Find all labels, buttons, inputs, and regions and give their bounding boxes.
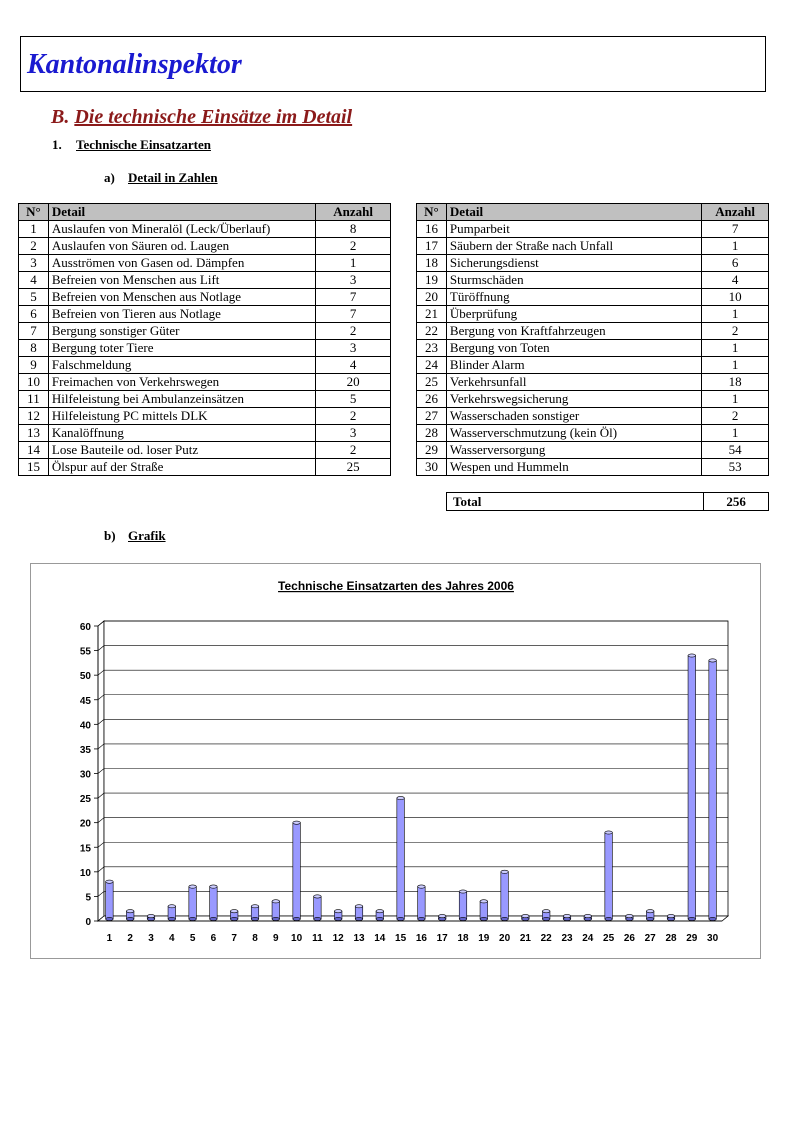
cell-count: 53 (702, 459, 769, 476)
bar (646, 910, 654, 921)
bar-base (709, 917, 717, 920)
x-tick-label: 24 (582, 933, 594, 944)
cell-detail: Falschmeldung (48, 357, 315, 374)
chart-frame (30, 563, 761, 959)
x-tick-label: 7 (231, 933, 237, 944)
table-row (19, 425, 391, 442)
subsection-heading (52, 137, 211, 153)
x-tick-label: 8 (252, 933, 258, 944)
part-b-heading (104, 528, 166, 544)
bar (501, 870, 509, 920)
cell-no: 27 (417, 408, 447, 425)
bar-top (355, 905, 363, 908)
section-title (51, 105, 352, 129)
cell-count: 6 (702, 255, 769, 272)
part-a-heading (104, 170, 218, 186)
detail-table-left (18, 203, 391, 476)
table-row (19, 221, 391, 238)
bar-body (106, 882, 114, 919)
bar (106, 880, 114, 921)
bar-base (230, 917, 238, 920)
total-table (446, 492, 769, 511)
bar-top (314, 895, 322, 898)
cell-detail: Verkehrswegsicherung (446, 391, 701, 408)
cell-detail: Wespen und Hummeln (446, 459, 701, 476)
cell-no: 26 (417, 391, 447, 408)
header-count: Anzahl (316, 204, 391, 221)
bar (126, 910, 134, 921)
cell-count: 1 (702, 340, 769, 357)
cell-detail: Befreien von Tieren aus Notlage (48, 306, 315, 323)
bar-body (605, 833, 613, 920)
bar-body (189, 887, 197, 919)
cell-no: 16 (417, 221, 447, 238)
x-tick-label: 17 (436, 933, 448, 944)
cell-no: 25 (417, 374, 447, 391)
bar-top (418, 885, 426, 888)
cell-count: 1 (702, 357, 769, 374)
header-detail: Detail (48, 204, 315, 221)
cell-no: 9 (19, 357, 49, 374)
part-b-title: Grafik (128, 528, 166, 543)
cell-no: 15 (19, 459, 49, 476)
bar (542, 910, 550, 921)
bar-top (376, 910, 384, 913)
cell-count: 1 (702, 425, 769, 442)
cell-no: 5 (19, 289, 49, 306)
table-row (417, 391, 769, 408)
cell-detail: Auslaufen von Säuren od. Laugen (48, 238, 315, 255)
total-row (447, 493, 769, 511)
cell-detail: Blinder Alarm (446, 357, 701, 374)
bar-top (293, 821, 301, 824)
bar-body (459, 892, 467, 920)
bar (584, 914, 592, 920)
cell-count: 7 (316, 306, 391, 323)
cell-count: 1 (702, 306, 769, 323)
cell-count: 1 (702, 391, 769, 408)
cell-detail: Hilfeleistung bei Ambulanzeinsätzen (48, 391, 315, 408)
cell-detail: Wasserverschmutzung (kein Öl) (446, 425, 701, 442)
table-row (19, 238, 391, 255)
y-tick-label: 10 (79, 867, 91, 879)
bar (438, 914, 446, 920)
cell-count: 3 (316, 272, 391, 289)
table-row (19, 340, 391, 357)
cell-no: 2 (19, 238, 49, 255)
table-row (417, 323, 769, 340)
cell-detail: Auslaufen von Mineralöl (Leck/Überlauf) (48, 221, 315, 238)
x-tick-label: 5 (189, 933, 196, 944)
cell-count: 25 (316, 459, 391, 476)
bar-top (251, 905, 259, 908)
cell-no: 11 (19, 391, 49, 408)
bar (210, 885, 218, 921)
x-tick-label: 30 (707, 933, 719, 944)
cell-count: 5 (316, 391, 391, 408)
table-row (417, 357, 769, 374)
bar-top (626, 914, 634, 917)
bar-base (688, 917, 696, 920)
table-row (19, 255, 391, 272)
cell-no: 22 (417, 323, 447, 340)
bar-body (418, 887, 426, 919)
bar (397, 796, 405, 920)
bar-base (126, 917, 134, 920)
cell-detail: Verkehrsunfall (446, 374, 701, 391)
cell-detail: Hilfeleistung PC mittels DLK (48, 408, 315, 425)
bar (667, 914, 675, 920)
cell-no: 8 (19, 340, 49, 357)
x-tick-label: 20 (499, 933, 511, 944)
cell-no: 3 (19, 255, 49, 272)
cell-count: 4 (316, 357, 391, 374)
bar-top (542, 910, 550, 913)
y-tick-label: 0 (85, 917, 91, 928)
bar-base (646, 917, 654, 920)
x-tick-label: 6 (210, 933, 217, 944)
header-box (20, 36, 766, 92)
bar-chart (31, 564, 762, 960)
bar (147, 914, 155, 920)
bar-top (459, 890, 467, 893)
bar-base (418, 917, 426, 920)
bar-top (168, 905, 176, 908)
bar (605, 831, 613, 921)
x-tick-label: 26 (623, 933, 635, 944)
x-tick-label: 22 (540, 933, 552, 944)
bar-base (397, 917, 405, 920)
cell-detail: Säubern der Straße nach Unfall (446, 238, 701, 255)
cell-count: 10 (702, 289, 769, 306)
bar (522, 914, 530, 920)
table-row (417, 442, 769, 459)
bar (709, 659, 717, 921)
bar-top (563, 914, 571, 917)
bar-body (709, 660, 717, 919)
cell-no: 29 (417, 442, 447, 459)
table-row (19, 459, 391, 476)
bar-body (688, 656, 696, 920)
cell-no: 7 (19, 323, 49, 340)
table-header-row (19, 204, 391, 221)
cell-count: 2 (702, 408, 769, 425)
bar-body (314, 896, 322, 919)
cell-no: 4 (19, 272, 49, 289)
cell-no: 23 (417, 340, 447, 357)
bar (688, 654, 696, 921)
x-tick-label: 29 (686, 933, 698, 944)
table-row (417, 408, 769, 425)
cell-no: 17 (417, 238, 447, 255)
table-row (417, 255, 769, 272)
bar-body (480, 901, 488, 919)
y-tick-label: 30 (79, 769, 91, 781)
cell-no: 14 (19, 442, 49, 459)
bar-base (459, 917, 467, 920)
bar-top (667, 914, 675, 917)
cell-count: 18 (702, 374, 769, 391)
subsection-number: 1. (52, 137, 62, 152)
table-row (417, 425, 769, 442)
x-tick-label: 9 (273, 933, 279, 944)
table-row (19, 306, 391, 323)
bar-base (334, 917, 342, 920)
cell-count: 2 (316, 442, 391, 459)
part-b-letter: b) (104, 528, 116, 543)
y-tick-label: 40 (79, 720, 91, 732)
chart-title: Technische Einsatzarten des Jahres 2006 (278, 579, 514, 593)
bar-base (106, 917, 114, 920)
bar-top (147, 914, 155, 917)
cell-no: 6 (19, 306, 49, 323)
cell-detail: Ölspur auf der Straße (48, 459, 315, 476)
bar-body (501, 872, 509, 919)
table-row (417, 459, 769, 476)
cell-detail: Sturmschäden (446, 272, 701, 289)
header-detail: Detail (446, 204, 701, 221)
cell-detail: Pumparbeit (446, 221, 701, 238)
x-tick-label: 19 (478, 933, 490, 944)
bar (168, 905, 176, 921)
table-row (19, 408, 391, 425)
bar (230, 910, 238, 921)
x-tick-label: 16 (415, 933, 427, 944)
cell-detail: Wasserversorgung (446, 442, 701, 459)
cell-no: 1 (19, 221, 49, 238)
table-row (417, 340, 769, 357)
x-tick-label: 25 (603, 933, 615, 944)
bar-top (334, 910, 342, 913)
bar (334, 910, 342, 921)
cell-count: 7 (702, 221, 769, 238)
x-tick-label: 18 (457, 933, 469, 944)
bar-body (210, 887, 218, 919)
cell-detail: Bergung sonstiger Güter (48, 323, 315, 340)
x-tick-label: 28 (665, 933, 677, 944)
cell-no: 12 (19, 408, 49, 425)
bar-body (293, 823, 301, 919)
cell-no: 24 (417, 357, 447, 374)
y-tick-label: 15 (79, 843, 91, 855)
x-tick-label: 12 (332, 933, 344, 944)
cell-no: 10 (19, 374, 49, 391)
bar-body (397, 798, 405, 919)
bar (459, 890, 467, 921)
table-row (417, 374, 769, 391)
bar (272, 900, 280, 921)
bar-top (688, 654, 696, 657)
y-tick-label: 60 (79, 622, 91, 633)
bar-base (189, 917, 197, 920)
bar-base (542, 917, 550, 920)
cell-no: 28 (417, 425, 447, 442)
table-row (19, 357, 391, 374)
bar (418, 885, 426, 921)
table-row (19, 289, 391, 306)
y-tick-label: 20 (79, 818, 91, 830)
bar (480, 900, 488, 921)
table-row (19, 391, 391, 408)
table-row (417, 221, 769, 238)
table-row (417, 272, 769, 289)
table-row (417, 289, 769, 306)
bar-top (646, 910, 654, 913)
bar-top (438, 914, 446, 917)
x-tick-label: 4 (169, 933, 175, 944)
bar-top (189, 885, 197, 888)
bar-top (272, 900, 280, 903)
cell-count: 2 (316, 238, 391, 255)
bar-top (126, 910, 134, 913)
bar-body (355, 906, 363, 919)
bar-base (314, 917, 322, 920)
table-header-row (417, 204, 769, 221)
y-tick-label: 55 (79, 646, 91, 658)
total-value: 256 (704, 493, 769, 511)
table-row (417, 306, 769, 323)
x-tick-label: 11 (312, 933, 323, 944)
cell-no: 13 (19, 425, 49, 442)
cell-detail: Kanalöffnung (48, 425, 315, 442)
bar-base (355, 917, 363, 920)
header-no: N° (417, 204, 447, 221)
bar-top (501, 870, 509, 873)
bar-body (272, 901, 280, 919)
x-tick-label: 14 (374, 933, 386, 944)
cell-detail: Befreien von Menschen aus Lift (48, 272, 315, 289)
cell-detail: Überprüfung (446, 306, 701, 323)
cell-count: 7 (316, 289, 391, 306)
y-tick-label: 50 (79, 671, 91, 683)
table-row (19, 272, 391, 289)
cell-detail: Wasserschaden sonstiger (446, 408, 701, 425)
y-tick-label: 45 (79, 695, 91, 707)
bar-body (251, 906, 259, 919)
bar (355, 905, 363, 921)
subsection-title: Technische Einsatzarten (76, 137, 211, 152)
cell-count: 3 (316, 425, 391, 442)
cell-no: 18 (417, 255, 447, 272)
bar (189, 885, 197, 921)
total-label: Total (447, 493, 704, 511)
bar-base (480, 917, 488, 920)
bar-top (709, 659, 717, 662)
bar-base (376, 917, 384, 920)
x-tick-label: 27 (644, 933, 656, 944)
x-tick-label: 23 (561, 933, 573, 944)
cell-count: 2 (316, 408, 391, 425)
bar-base (251, 917, 259, 920)
cell-no: 20 (417, 289, 447, 306)
cell-detail: Bergung von Toten (446, 340, 701, 357)
bar-base (168, 917, 176, 920)
detail-table-right (416, 203, 769, 476)
bar-base (605, 917, 613, 920)
section-letter: B. (51, 106, 70, 128)
cell-count: 2 (702, 323, 769, 340)
header-count: Anzahl (702, 204, 769, 221)
bar-body (168, 906, 176, 919)
cell-detail: Freimachen von Verkehrswegen (48, 374, 315, 391)
y-tick-label: 35 (79, 744, 91, 756)
cell-count: 1 (702, 238, 769, 255)
cell-count: 1 (316, 255, 391, 272)
y-tick-label: 5 (85, 892, 91, 904)
cell-detail: Ausströmen von Gasen od. Dämpfen (48, 255, 315, 272)
cell-no: 21 (417, 306, 447, 323)
table-row (19, 323, 391, 340)
bar-base (293, 917, 301, 920)
cell-detail: Lose Bauteile od. loser Putz (48, 442, 315, 459)
cell-no: 19 (417, 272, 447, 289)
x-tick-label: 3 (148, 933, 154, 944)
bar-base (210, 917, 218, 920)
bar-top (210, 885, 218, 888)
bar-top (397, 796, 405, 799)
cell-detail: Befreien von Menschen aus Notlage (48, 289, 315, 306)
cell-count: 20 (316, 374, 391, 391)
bar-top (480, 900, 488, 903)
bar (251, 905, 259, 921)
table-row (19, 374, 391, 391)
bar (563, 914, 571, 920)
bar-top (230, 910, 238, 913)
cell-detail: Bergung von Kraftfahrzeugen (446, 323, 701, 340)
cell-count: 54 (702, 442, 769, 459)
bar-base (501, 917, 509, 920)
bar (626, 914, 634, 920)
x-tick-label: 1 (106, 933, 113, 944)
bar-base (272, 917, 280, 920)
x-tick-label: 2 (127, 933, 133, 944)
bar-top (106, 880, 114, 883)
x-tick-label: 13 (353, 933, 365, 944)
bar (293, 821, 301, 921)
bar-top (605, 831, 613, 834)
cell-count: 3 (316, 340, 391, 357)
y-tick-label: 25 (79, 794, 91, 806)
bar-top (522, 914, 530, 917)
cell-detail: Bergung toter Tiere (48, 340, 315, 357)
cell-detail: Sicherungsdienst (446, 255, 701, 272)
x-tick-label: 15 (395, 933, 407, 944)
bar (376, 910, 384, 921)
cell-count: 2 (316, 323, 391, 340)
table-row (417, 238, 769, 255)
x-tick-label: 21 (519, 933, 531, 944)
cell-no: 30 (417, 459, 447, 476)
cell-count: 4 (702, 272, 769, 289)
table-row (19, 442, 391, 459)
x-tick-label: 10 (291, 933, 303, 944)
header-no: N° (19, 204, 49, 221)
part-a-letter: a) (104, 170, 115, 185)
part-a-title: Detail in Zahlen (128, 170, 218, 185)
section-heading: Die technische Einsätze im Detail (74, 106, 353, 128)
cell-count: 8 (316, 221, 391, 238)
page-title: Kantonalinspektor (27, 49, 242, 80)
bar (314, 895, 322, 921)
cell-detail: Türöffnung (446, 289, 701, 306)
bar-top (584, 914, 592, 917)
